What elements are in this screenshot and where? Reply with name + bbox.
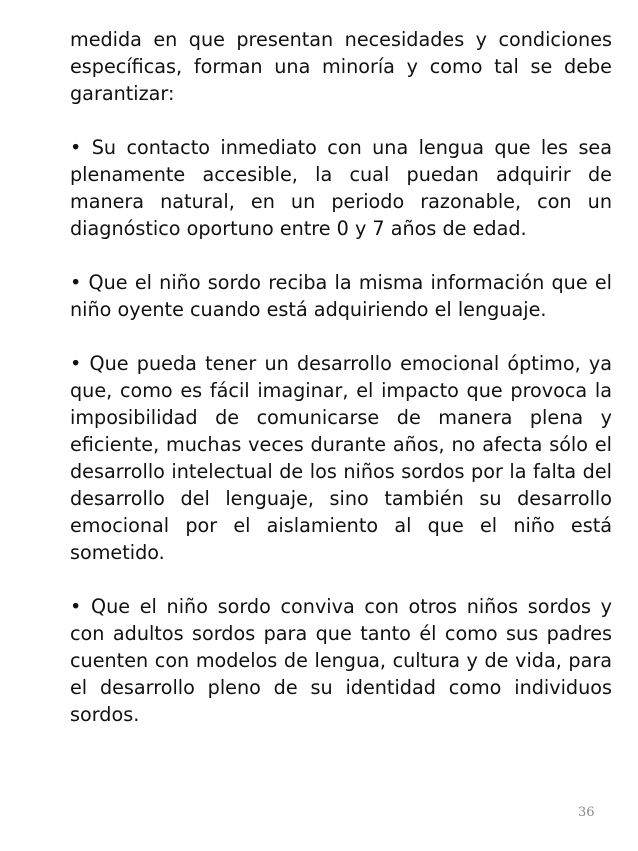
body-text bbox=[70, 26, 612, 728]
bullet-paragraph-lengua-accesible: • Su contacto inmediato con una lengua que les sea plenamente accesible, la cual puedan adquirir de manera natural, en un periodo razonable, con un diagnóstico oportuno entre 0 y 7 años de edad. bbox=[70, 136, 612, 240]
bullet-paragraph-misma-informacion: • Que el niño sordo reciba la misma información que el niño oyente cuando está adquiriendo el lenguaje. bbox=[70, 271, 612, 321]
bullet-paragraph-desarrollo-emocional: • Que pueda tener un desarrollo emocional óptimo, ya que, como es fácil imaginar, el impacto que provoca la imposibilidad de comunicarse de manera plena y eficiente, muchas veces durante años, no afecta sólo el desarrollo intelectual de los niños sordos por la falta del desarrollo del lenguaje, sino también su desarrollo emocional por el aislamiento al que el niño está sometido. bbox=[70, 352, 612, 564]
paragraph-intro: medida en que presentan necesidades y condiciones específicas, forman una minoría y como tal se debe garantizar: bbox=[70, 28, 612, 105]
page-number: 36 bbox=[578, 805, 595, 820]
bullet-paragraph-convivencia: • Que el niño sordo conviva con otros niños sordos y con adultos sordos para que tanto él como sus padres cuenten con modelos de lengua, cultura y de vida, para el desarrollo pleno de su identidad como individuos sordos. bbox=[70, 595, 612, 726]
